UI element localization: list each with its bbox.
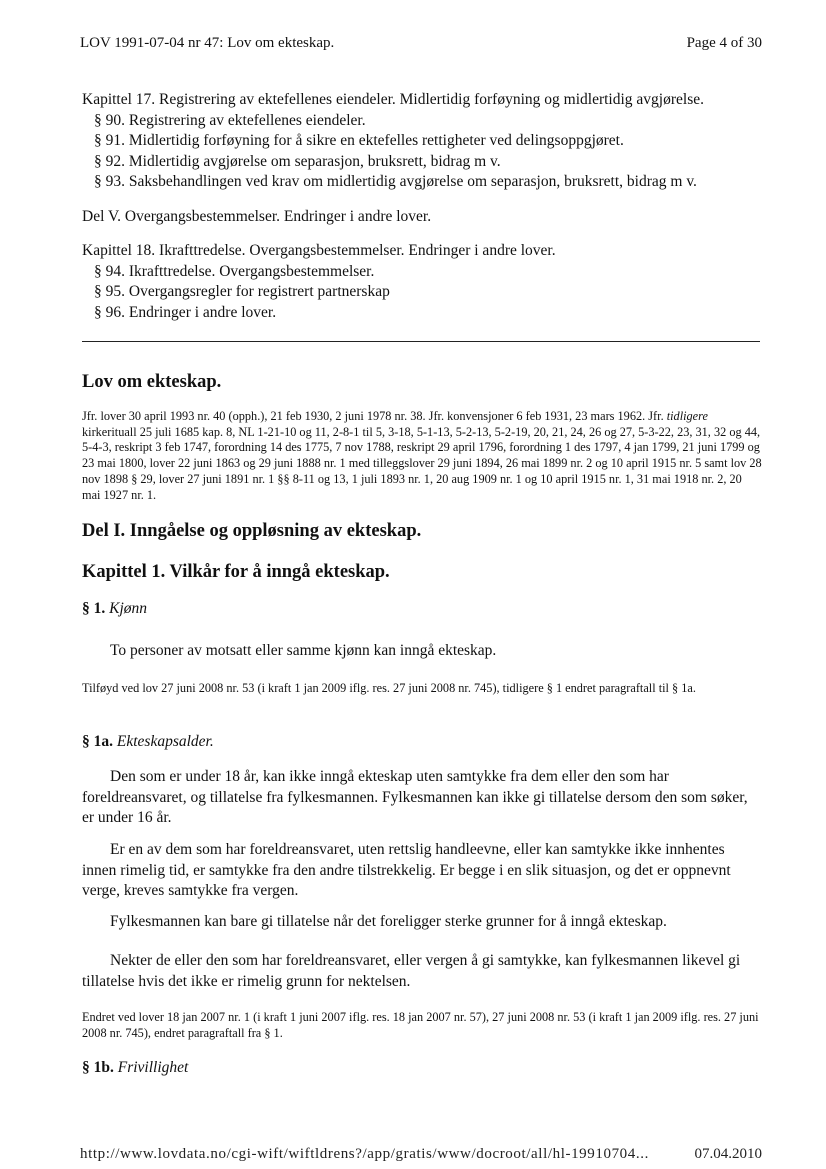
toc-item: § 93. Saksbehandlingen ved krav om midlertidig avgjørelse om separasjon, bruksrett, bidrag m v.	[94, 173, 697, 190]
divider	[82, 341, 760, 342]
section-number: § 1b.	[82, 1059, 114, 1076]
toc-item: § 90. Registrering av ektefellenes eiendeler.	[94, 111, 366, 129]
page-number: Page 4 of 30	[686, 35, 762, 51]
header-title: LOV 1991-07-04 nr 47: Lov om ekteskap.	[80, 35, 335, 51]
section-1a-paragraph: Er en av dem som har foreldreansvaret, uten rettslig handleevne, eller kan samtykke ikke innhentes innen rimelig tid, er samtykke fra den andre tilstrekkelig. Er begge i en slik situasjon, og det er oppnevnt verge, kreves samtykke fra vergen.	[82, 841, 731, 899]
section-1a-heading	[82, 733, 214, 751]
chapter-heading: Kapittel 1. Vilkår for å inngå ekteskap.	[82, 562, 390, 582]
section-number: § 1.	[82, 600, 106, 617]
section-1b-heading	[82, 1059, 188, 1077]
toc-chapter-17: Kapittel 17. Registrering av ektefellenes eiendeler. Midlertidig forføyning og midlertidig avgjørelse.	[82, 91, 704, 108]
toc-item: § 96. Endringer i andre lover.	[94, 303, 277, 321]
footer-url: http://www.lovdata.no/cgi-wift/wiftldrens?/app/gratis/www/docroot/all/hl-19910704...	[80, 1146, 649, 1162]
section-1a-note: Endret ved lover 18 jan 2007 nr. 1 (i kraft 1 juni 2007 iflg. res. 18 jan 2007 nr. 57), 27 juni 2008 nr. 53 (i kraft 1 jan 2009 iflg. res. 27 juni 2008 nr. 745), endret paragraftall fra § 1.	[82, 1010, 759, 1040]
reference-note	[82, 409, 762, 503]
reference-line: Jfr. lover 30 april 1993 nr. 40 (opph.), 21 feb 1930, 2 juni 1978 nr. 38. Jfr. konvensjoner 6 feb 1931, 23 mars 1962. Jfr.	[82, 409, 664, 423]
section-1-note: Tilføyd ved lov 27 juni 2008 nr. 53 (i kraft 1 jan 2009 iflg. res. 27 juni 2008 nr. 745), tidligere § 1 endret paragraftall til § 1a.	[82, 681, 696, 695]
toc-part-5: Del V. Overgangsbestemmelser. Endringer i andre lover.	[82, 207, 432, 225]
toc-item: § 94. Ikrafttredelse. Overgangsbestemmelser.	[94, 262, 375, 280]
section-1a-paragraph: Fylkesmannen kan bare gi tillatelse når det foreligger sterke grunner for å inngå ekteskap.	[110, 913, 667, 930]
toc-item: § 95. Overgangsregler for registrert partnerskap	[94, 283, 390, 300]
page-header	[80, 35, 762, 52]
toc-chapter-18: Kapittel 18. Ikrafttredelse. Overgangsbestemmelser. Endringer i andre lover.	[82, 242, 556, 259]
law-title: Lov om ekteskap.	[82, 372, 222, 392]
section-1-heading	[82, 600, 147, 618]
section-number: § 1a.	[82, 733, 113, 750]
part-heading: Del I. Inngåelse og oppløsning av ekteskap.	[82, 521, 422, 541]
reference-rest: kirkerituall 25 juli 1685 kap. 8, NL 1-21-10 og 11, 2-8-1 til 5, 3-18, 5-1-13, 5-2-13, 5-2-19, 20, 21, 24, 26 og 27, 5-3-22, 23, 31, 32 og 44, 5-4-3, reskript 3 feb 1747, forordning 14 des 1775, 7 nov 1788, reskript 29 april 1796, forordning 1 des 1797, 4 jan 1799, 21 juni 1799 og 23 mai 1800, lover 22 juni 1863 og 29 juni 1888 nr. 1 med tilleggslover 29 juni 1894, 26 mai 1899 nr. 2 og 10 april 1915 nr. 5 samt lov 28 nov 1898 § 29, lover 27 juni 1891 nr. 1 §§ 8-11 og 13, 1 juli 1893 nr. 1, 20 aug 1909 nr. 1 og 10 april 1915 nr. 1, 31 mai 1918 nr. 2, 20 mai 1927 nr. 1.	[82, 424, 762, 502]
section-title: Ekteskapsalder.	[116, 733, 214, 750]
section-1a-paragraph: Den som er under 18 år, kan ikke inngå ekteskap uten samtykke fra dem eller den som har foreldreansvaret, og tillatelse fra fylkesmannen. Fylkesmannen kan ikke gi tillatelse dersom den som søker, er under 16 år.	[82, 768, 748, 826]
toc-item: § 92. Midlertidig avgjørelse om separasjon, bruksrett, bidrag m v.	[94, 152, 501, 170]
toc-item: § 91. Midlertidig forføyning for å sikre en ektefelles rettigheter ved delingsoppgjøret.	[94, 132, 624, 149]
section-1-text: To personer av motsatt eller samme kjønn kan inngå ekteskap.	[110, 642, 497, 659]
section-title: Frivillighet	[117, 1059, 189, 1076]
table-of-contents	[82, 90, 772, 323]
reference-tidligere: tidligere	[666, 409, 708, 423]
footer-date: 07.04.2010	[694, 1146, 762, 1162]
section-title: Kjønn	[109, 600, 148, 617]
section-1a-paragraph: Nekter de eller den som har foreldreansvaret, eller vergen å gi samtykke, kan fylkesmannen likevel gi tillatelse hvis det ikke er rimelig grunn for nektelsen.	[82, 952, 741, 990]
page-footer	[80, 1146, 762, 1163]
